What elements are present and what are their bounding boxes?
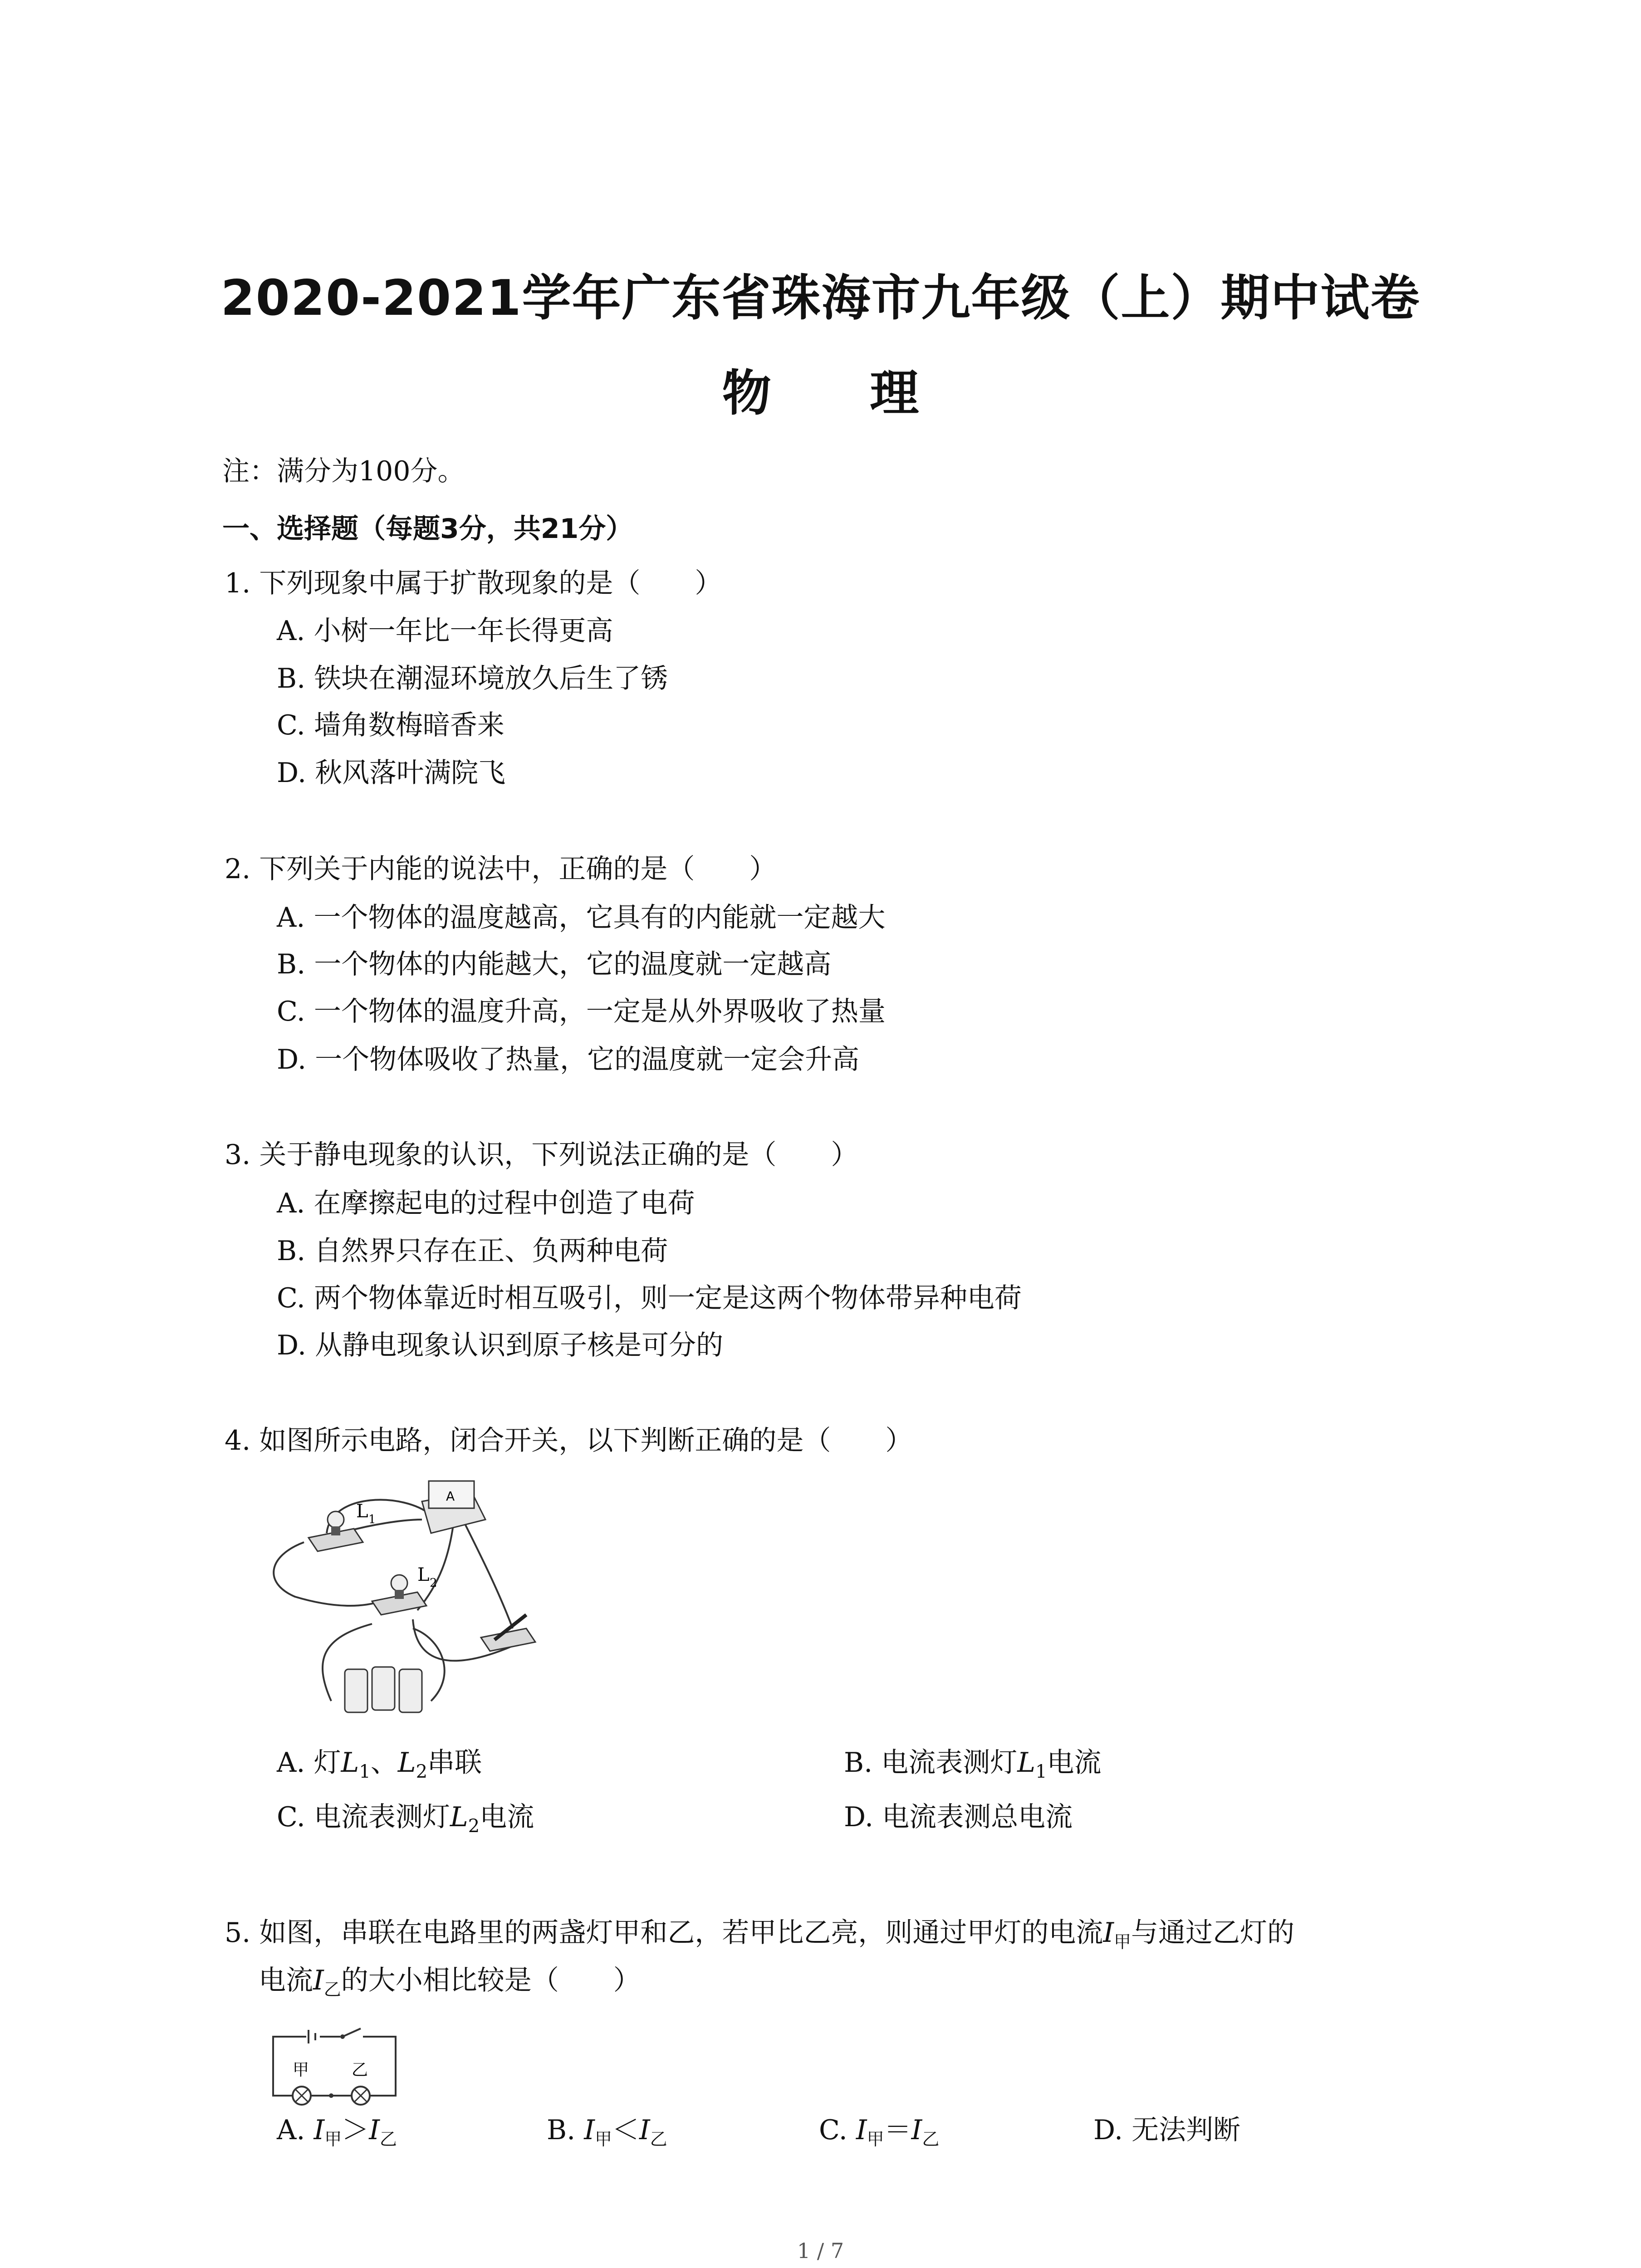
score-note: 注：满分为100分。 [222,455,465,487]
ammeter-label: A [446,1489,455,1504]
question-3-option-a: A. 在摩擦起电的过程中创造了电荷 [277,1188,695,1219]
figure-label-l2-sub: 2 [430,1576,437,1590]
lamp-jia-label: 甲 [293,2061,309,2079]
question-3-option-c: C. 两个物体靠近时相互吸引，则一定是这两个物体带异种电荷 [277,1282,1022,1314]
circuit-photo-figure [268,1465,563,1719]
question-5-stem-line2: 电流$I_乙$的大小相比较是（ ） [259,1965,641,1999]
question-4-option-c: C. 电流表测灯$L_2$电流 [277,1801,534,1837]
question-4-option-d: D. 电流表测总电流 [844,1801,1073,1833]
question-2-option-b: B. 一个物体的内能越大，它的温度就一定越高 [277,948,832,980]
question-1-option-b: B. 铁块在潮湿环境放久后生了锈 [277,663,668,694]
question-5-option-d: D. 无法判断 [1093,2114,1241,2146]
subject-title: 物 理 [722,365,960,422]
question-4-option-a: A. 灯$L_1$、$L_2$串联 [277,1747,482,1782]
question-4-stem: 4. 如图所示电路，闭合开关，以下判断正确的是（ ） [225,1425,913,1457]
figure-label-l1-sub: 1 [368,1513,376,1526]
page-number: 1 / 7 [797,2239,844,2263]
question-3-option-d: D. 从静电现象认识到原子核是可分的 [277,1330,724,1361]
question-2-stem: 2. 下列关于内能的说法中，正确的是（ ） [225,853,777,885]
question-1-option-d: D. 秋风落叶满院飞 [277,757,506,789]
question-2-option-c: C. 一个物体的温度升高，一定是从外界吸收了热量 [277,996,886,1027]
question-1-option-c: C. 墙角数梅暗香来 [277,709,505,741]
question-5-option-c: C. $I_甲=I_乙$ [819,2114,940,2149]
series-circuit-figure [268,2019,404,2109]
lamp-yi-label: 乙 [352,2061,368,2079]
question-5-option-a: A. $I_甲>I_乙$ [277,2114,397,2149]
question-5-option-b: B. $I_甲<I_乙$ [547,2114,667,2149]
question-5-stem-line1: 5. 如图，串联在电路里的两盏灯甲和乙，若甲比乙亮，则通过甲灯的电流$I_甲$与通过乙灯的 [225,1917,1295,1952]
question-2-option-d: D. 一个物体吸收了热量，它的温度就一定会升高 [277,1044,860,1075]
question-3-stem: 3. 关于静电现象的认识，下列说法正确的是（ ） [225,1139,858,1171]
question-1-option-a: A. 小树一年比一年长得更高 [277,615,613,647]
question-1-stem: 1. 下列现象中属于扩散现象的是（ ） [225,567,722,599]
exam-title: 2020-2021学年广东省珠海市九年级（上）期中试卷 [220,270,1421,327]
figure-label-l1: L [356,1501,368,1522]
question-3-option-b: B. 自然界只存在正、负两种电荷 [277,1235,668,1267]
figure-label-l2: L [417,1564,430,1585]
question-2-option-a: A. 一个物体的温度越高，它具有的内能就一定越大 [277,902,886,934]
question-4-option-b: B. 电流表测灯$L_1$电流 [844,1747,1102,1782]
section-heading: 一、选择题（每题3分，共21分） [222,513,633,545]
